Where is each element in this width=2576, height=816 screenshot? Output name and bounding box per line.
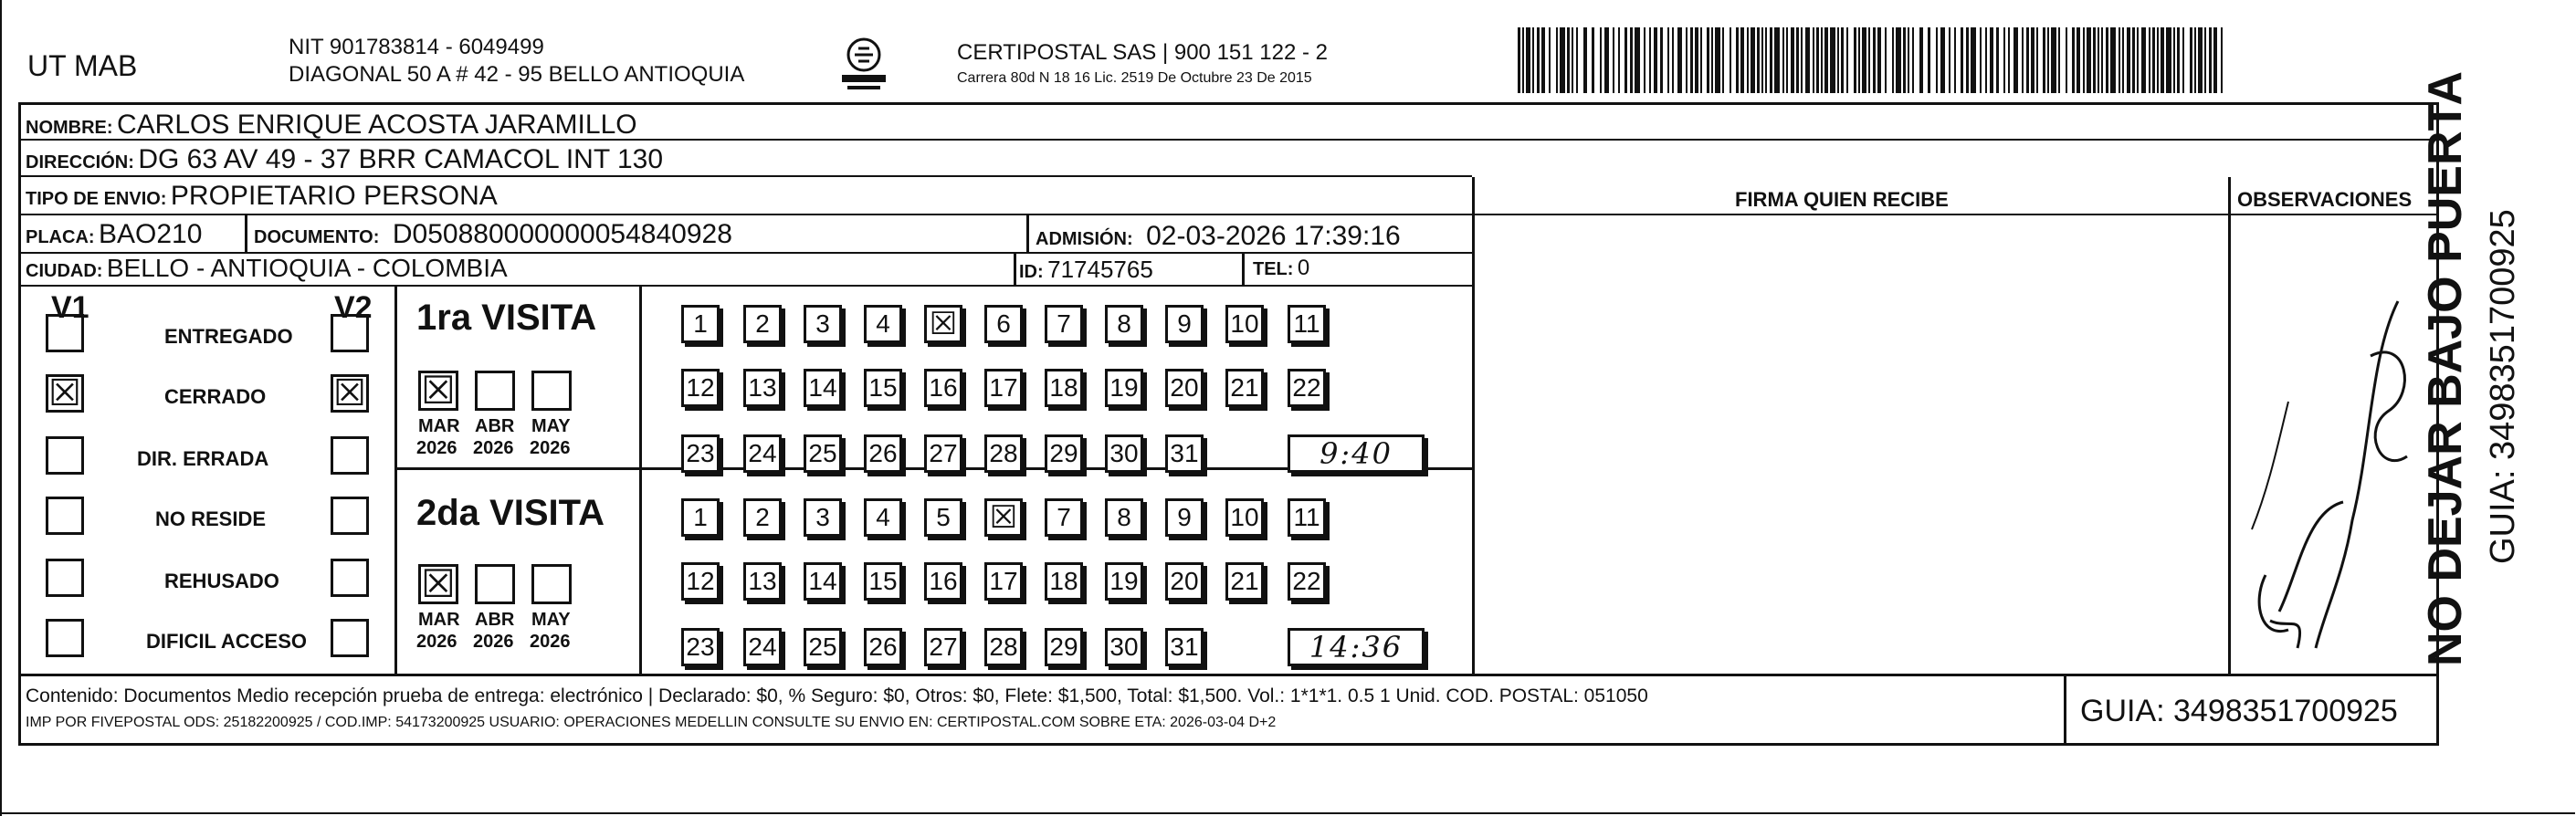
sender-address: DIAGONAL 50 A # 42 - 95 BELLO ANTIOQUIA bbox=[289, 62, 745, 87]
day-number: 3 bbox=[815, 503, 830, 531]
day-cell[interactable] bbox=[864, 369, 902, 407]
visit-year-label: 2026 bbox=[473, 632, 514, 652]
day-cell[interactable]: ☒ bbox=[984, 498, 1023, 537]
day-cell[interactable] bbox=[1225, 562, 1264, 601]
day-number: 1 bbox=[693, 309, 708, 338]
status-v1-checkbox[interactable] bbox=[46, 497, 84, 535]
id-label: ID: bbox=[1019, 262, 1044, 282]
visit-time-box[interactable] bbox=[1288, 628, 1425, 666]
day-cell[interactable] bbox=[1288, 498, 1326, 537]
day-number: 9 bbox=[1177, 503, 1192, 531]
day-number: 8 bbox=[1117, 309, 1131, 338]
day-number: 24 bbox=[748, 439, 777, 467]
day-cell[interactable] bbox=[924, 434, 962, 473]
visit2-title: 2da VISITA bbox=[416, 493, 605, 533]
placa-label: PLACA: bbox=[26, 227, 95, 247]
id-value: 71745765 bbox=[1047, 256, 1153, 283]
page-edge bbox=[0, 812, 2575, 814]
day-number: 17 bbox=[989, 567, 1018, 595]
day-cell[interactable] bbox=[924, 369, 962, 407]
day-number: 6 bbox=[996, 309, 1011, 338]
day-cell[interactable] bbox=[1288, 562, 1326, 601]
visit-month-checkbox[interactable] bbox=[531, 564, 572, 604]
day-number: 25 bbox=[808, 439, 837, 467]
visit-month-checkbox[interactable] bbox=[475, 371, 515, 411]
day-cell[interactable] bbox=[1165, 369, 1204, 407]
day-cell[interactable] bbox=[864, 498, 902, 537]
day-number: 19 bbox=[1109, 567, 1139, 595]
observaciones-header: OBSERVACIONES bbox=[2237, 188, 2413, 211]
day-number: 2 bbox=[755, 309, 770, 338]
day-cell[interactable] bbox=[864, 562, 902, 601]
day-cell[interactable] bbox=[984, 628, 1023, 666]
day-number: 18 bbox=[1049, 373, 1078, 402]
day-cell[interactable] bbox=[743, 498, 782, 537]
day-number: 10 bbox=[1230, 309, 1259, 338]
footer-line bbox=[18, 674, 2438, 676]
day-number: 14 bbox=[808, 373, 837, 402]
day-cell[interactable] bbox=[1165, 305, 1204, 343]
visit-year-label: 2026 bbox=[416, 632, 457, 652]
day-cell[interactable] bbox=[681, 305, 720, 343]
status-v2-checkbox[interactable] bbox=[331, 436, 369, 475]
day-cell[interactable] bbox=[1225, 498, 1264, 537]
barcode bbox=[1518, 27, 2230, 93]
placa-row bbox=[26, 221, 202, 248]
day-cell[interactable] bbox=[1165, 628, 1204, 666]
status-divider bbox=[394, 287, 397, 674]
day-number: 10 bbox=[1230, 503, 1259, 531]
day-cell[interactable] bbox=[1225, 369, 1264, 407]
day-cell[interactable] bbox=[1165, 562, 1204, 601]
day-number: 15 bbox=[868, 567, 898, 595]
day-cell[interactable] bbox=[1045, 562, 1083, 601]
row-line bbox=[18, 214, 2438, 215]
day-number: 18 bbox=[1049, 567, 1078, 595]
documento-row bbox=[254, 221, 732, 248]
status-v2-checkbox[interactable] bbox=[331, 314, 369, 352]
status-option-label: REHUSADO bbox=[164, 570, 279, 592]
status-v1-checkbox[interactable]: ☒ bbox=[46, 374, 84, 413]
page-edge bbox=[0, 0, 2, 816]
day-cell[interactable] bbox=[1105, 498, 1143, 537]
day-cell[interactable] bbox=[1288, 369, 1326, 407]
direccion-label: DIRECCIÓN: bbox=[26, 152, 134, 173]
tipo-envio-row bbox=[26, 183, 498, 210]
day-number: 16 bbox=[929, 567, 958, 595]
day-cell[interactable] bbox=[1105, 369, 1143, 407]
col-divider bbox=[1242, 254, 1245, 285]
tel-row bbox=[1253, 257, 1309, 280]
nombre-label: NOMBRE: bbox=[26, 118, 113, 138]
day-number: 4 bbox=[876, 503, 890, 531]
day-number: 20 bbox=[1170, 567, 1199, 595]
visit-month-checkbox[interactable] bbox=[531, 371, 572, 411]
visit-month-checkbox[interactable]: ☒ bbox=[418, 371, 458, 411]
day-number: 19 bbox=[1109, 373, 1139, 402]
status-option-label: ENTREGADO bbox=[164, 325, 293, 348]
day-cell[interactable] bbox=[804, 305, 842, 343]
day-cell[interactable] bbox=[984, 305, 1023, 343]
visit-month-checkbox[interactable] bbox=[475, 564, 515, 604]
day-number: 23 bbox=[686, 633, 715, 661]
day-cell[interactable] bbox=[864, 434, 902, 473]
visit-year-label: 2026 bbox=[473, 438, 514, 458]
visit-year-label: 2026 bbox=[416, 438, 457, 458]
col-divider bbox=[2064, 675, 2066, 745]
day-number: 8 bbox=[1117, 503, 1131, 531]
day-number: 14 bbox=[808, 567, 837, 595]
form-bottom-border bbox=[18, 743, 2438, 746]
side-warning: NO DEJAR BAJO PUERTA bbox=[2419, 70, 2472, 666]
day-cell[interactable] bbox=[681, 369, 720, 407]
day-number: 27 bbox=[929, 633, 958, 661]
day-number: 13 bbox=[748, 373, 777, 402]
visit1-title: 1ra VISITA bbox=[416, 298, 597, 338]
visit-month-label: MAR bbox=[418, 610, 460, 630]
tel-value: 0 bbox=[1297, 256, 1310, 280]
day-number: 31 bbox=[1170, 439, 1199, 467]
carrier-name: CERTIPOSTAL SAS | 900 151 122 - 2 bbox=[957, 40, 1328, 65]
day-number: 11 bbox=[1293, 503, 1320, 531]
form-top-border bbox=[18, 102, 2438, 105]
observaciones-signature bbox=[2234, 228, 2434, 666]
status-v1-checkbox[interactable] bbox=[46, 559, 84, 597]
visit-time: 9:40 bbox=[1320, 436, 1393, 471]
day-number: 24 bbox=[748, 633, 777, 661]
direccion-value: DG 63 AV 49 - 37 BRR CAMACOL INT 130 bbox=[138, 144, 664, 174]
day-number: 21 bbox=[1230, 373, 1259, 402]
placa-value: BAO210 bbox=[99, 219, 203, 249]
admision-value: 02-03-2026 17:39:16 bbox=[1146, 221, 1401, 251]
day-cell[interactable] bbox=[1165, 498, 1204, 537]
visit-month-label: MAY bbox=[531, 416, 571, 436]
day-cell[interactable] bbox=[984, 369, 1023, 407]
day-cell[interactable] bbox=[681, 498, 720, 537]
status-option-label: CERRADO bbox=[164, 385, 267, 408]
status-v2-checkbox[interactable] bbox=[331, 559, 369, 597]
day-number: 13 bbox=[748, 567, 777, 595]
day-cell[interactable] bbox=[804, 369, 842, 407]
id-row bbox=[1019, 257, 1153, 283]
form-left-border bbox=[18, 102, 21, 746]
visit-year-label: 2026 bbox=[530, 438, 571, 458]
col-divider bbox=[245, 215, 247, 252]
visit-time-box[interactable] bbox=[1288, 434, 1425, 473]
tipo-value: PROPIETARIO PERSONA bbox=[170, 181, 498, 211]
day-number: 23 bbox=[686, 439, 715, 467]
day-number: 17 bbox=[989, 373, 1018, 402]
visit-month-label: ABR bbox=[475, 416, 515, 436]
footer-line1: Contenido: Documentos Medio recepción prueba de entrega: electrónico | Declarado: $0, % Seguro: $0, Otros: $0, Flete: $1,500, Total: $1,500. Vol.: 1*1*1. 0.5 1 Unid. COD. POSTAL: 051050 bbox=[26, 685, 1648, 706]
day-cell[interactable] bbox=[743, 305, 782, 343]
visit-month-label: ABR bbox=[475, 610, 515, 630]
visit-year-label: 2026 bbox=[530, 632, 571, 652]
day-number: 28 bbox=[989, 439, 1018, 467]
status-option-label: NO RESIDE bbox=[155, 507, 267, 530]
day-cell[interactable] bbox=[804, 498, 842, 537]
day-cell[interactable] bbox=[1045, 434, 1083, 473]
day-number: 20 bbox=[1170, 373, 1199, 402]
documento-value: D050880000000054840928 bbox=[392, 219, 732, 249]
day-number: 22 bbox=[1292, 567, 1321, 595]
day-cell[interactable] bbox=[1045, 369, 1083, 407]
day-cell[interactable] bbox=[804, 562, 842, 601]
day-cell[interactable] bbox=[924, 498, 962, 537]
side-guia: GUIA: 3498351700925 bbox=[2484, 209, 2522, 564]
day-cell[interactable] bbox=[743, 562, 782, 601]
day-number: 26 bbox=[868, 633, 898, 661]
footer-guia: GUIA: 3498351700925 bbox=[2080, 694, 2398, 728]
day-number: 31 bbox=[1170, 633, 1199, 661]
ciudad-row bbox=[26, 256, 508, 282]
col-divider bbox=[2228, 177, 2231, 675]
day-number: 29 bbox=[1049, 439, 1078, 467]
day-number: 30 bbox=[1109, 439, 1139, 467]
day-cell[interactable] bbox=[1045, 305, 1083, 343]
sender-name: UT MAB bbox=[27, 49, 138, 82]
day-number: 2 bbox=[755, 503, 770, 531]
visit-time: 14:36 bbox=[1309, 630, 1404, 664]
day-cell[interactable]: ☒ bbox=[924, 305, 962, 343]
status-v2-checkbox[interactable] bbox=[331, 619, 369, 657]
day-number: 25 bbox=[808, 633, 837, 661]
documento-label: DOCUMENTO: bbox=[254, 227, 380, 247]
visit-month-label: MAR bbox=[418, 416, 460, 436]
col-divider bbox=[1026, 215, 1029, 252]
day-cell[interactable] bbox=[924, 628, 962, 666]
certipostal-logo bbox=[838, 35, 889, 95]
carrier-license: Carrera 80d N 18 16 Lic. 2519 De Octubre 23 De 2015 bbox=[957, 70, 1312, 86]
tipo-label: TIPO DE ENVIO: bbox=[26, 189, 167, 209]
day-number: 22 bbox=[1292, 373, 1321, 402]
day-cell[interactable] bbox=[1105, 628, 1143, 666]
day-number: 15 bbox=[868, 373, 898, 402]
day-number: 16 bbox=[929, 373, 958, 402]
status-option-label: DIR. ERRADA bbox=[137, 447, 269, 470]
day-cell[interactable] bbox=[924, 562, 962, 601]
day-cell[interactable] bbox=[681, 628, 720, 666]
day-number: 1 bbox=[693, 503, 708, 531]
day-number: 30 bbox=[1109, 633, 1139, 661]
status-v1-checkbox[interactable] bbox=[46, 619, 84, 657]
day-cell[interactable] bbox=[804, 628, 842, 666]
day-number: 21 bbox=[1230, 567, 1259, 595]
day-number: 9 bbox=[1177, 309, 1192, 338]
day-cell[interactable] bbox=[1288, 305, 1326, 343]
day-cell[interactable] bbox=[681, 562, 720, 601]
day-cell[interactable] bbox=[1045, 498, 1083, 537]
day-cell[interactable] bbox=[1105, 305, 1143, 343]
day-cell[interactable] bbox=[864, 628, 902, 666]
day-cell[interactable] bbox=[1225, 305, 1264, 343]
sender-nit: NIT 901783814 - 6049499 bbox=[289, 35, 544, 59]
admision-row bbox=[1036, 223, 1401, 250]
day-cell[interactable] bbox=[743, 628, 782, 666]
day-number: 12 bbox=[686, 567, 715, 595]
ciudad-label: CIUDAD: bbox=[26, 261, 103, 281]
day-cell[interactable] bbox=[681, 434, 720, 473]
day-number: 5 bbox=[936, 503, 951, 531]
day-number: 26 bbox=[868, 439, 898, 467]
footer-line2: IMP POR FIVEPOSTAL ODS: 25182200925 / COD.IMP: 54173200925 USUARIO: OPERACIONES MEDELLIN CONSULTE SU ENVIO EN: CERTIPOSTAL.COM SOBRE ETA: 2026-03-04 D+2 bbox=[26, 715, 1277, 730]
day-number: 3 bbox=[815, 309, 830, 338]
firma-header: FIRMA QUIEN RECIBE bbox=[1735, 188, 1949, 211]
v1-label: V1 bbox=[51, 290, 89, 325]
admision-label: ADMISIÓN: bbox=[1036, 229, 1133, 249]
day-cell[interactable] bbox=[984, 562, 1023, 601]
col-divider bbox=[1472, 177, 1475, 675]
status-v2-checkbox[interactable]: ☒ bbox=[331, 374, 369, 413]
v2-label: V2 bbox=[334, 290, 373, 325]
col-divider bbox=[1014, 254, 1016, 285]
ciudad-value: BELLO - ANTIOQUIA - COLOMBIA bbox=[106, 254, 508, 282]
day-cell[interactable] bbox=[1045, 628, 1083, 666]
day-number: 12 bbox=[686, 373, 715, 402]
day-cell[interactable] bbox=[1165, 434, 1204, 473]
day-number: 7 bbox=[1057, 309, 1071, 338]
day-number: 11 bbox=[1293, 309, 1320, 338]
day-number: 29 bbox=[1049, 633, 1078, 661]
day-cell[interactable] bbox=[1105, 562, 1143, 601]
status-v1-checkbox[interactable] bbox=[46, 436, 84, 475]
nombre-value: CARLOS ENRIQUE ACOSTA JARAMILLO bbox=[117, 110, 637, 140]
status-v1-checkbox[interactable] bbox=[46, 314, 84, 352]
direccion-row bbox=[26, 146, 663, 173]
day-cell[interactable] bbox=[864, 305, 902, 343]
tel-label: TEL: bbox=[1253, 259, 1294, 279]
visit-month-label: MAY bbox=[531, 610, 571, 630]
day-number: 7 bbox=[1057, 503, 1071, 531]
day-number: 28 bbox=[989, 633, 1018, 661]
day-cell[interactable] bbox=[743, 369, 782, 407]
day-number: 4 bbox=[876, 309, 890, 338]
status-option-label: DIFICIL ACCESO bbox=[146, 630, 308, 653]
row-line bbox=[18, 285, 1472, 287]
visit-col-divider bbox=[639, 287, 642, 674]
day-cell[interactable] bbox=[984, 434, 1023, 473]
day-cell[interactable] bbox=[1105, 434, 1143, 473]
status-v2-checkbox[interactable] bbox=[331, 497, 369, 535]
nombre-row bbox=[26, 111, 637, 139]
day-number: 27 bbox=[929, 439, 958, 467]
row-line bbox=[18, 175, 1472, 177]
day-cell[interactable] bbox=[743, 434, 782, 473]
day-cell[interactable] bbox=[804, 434, 842, 473]
visit-month-checkbox[interactable]: ☒ bbox=[418, 564, 458, 604]
